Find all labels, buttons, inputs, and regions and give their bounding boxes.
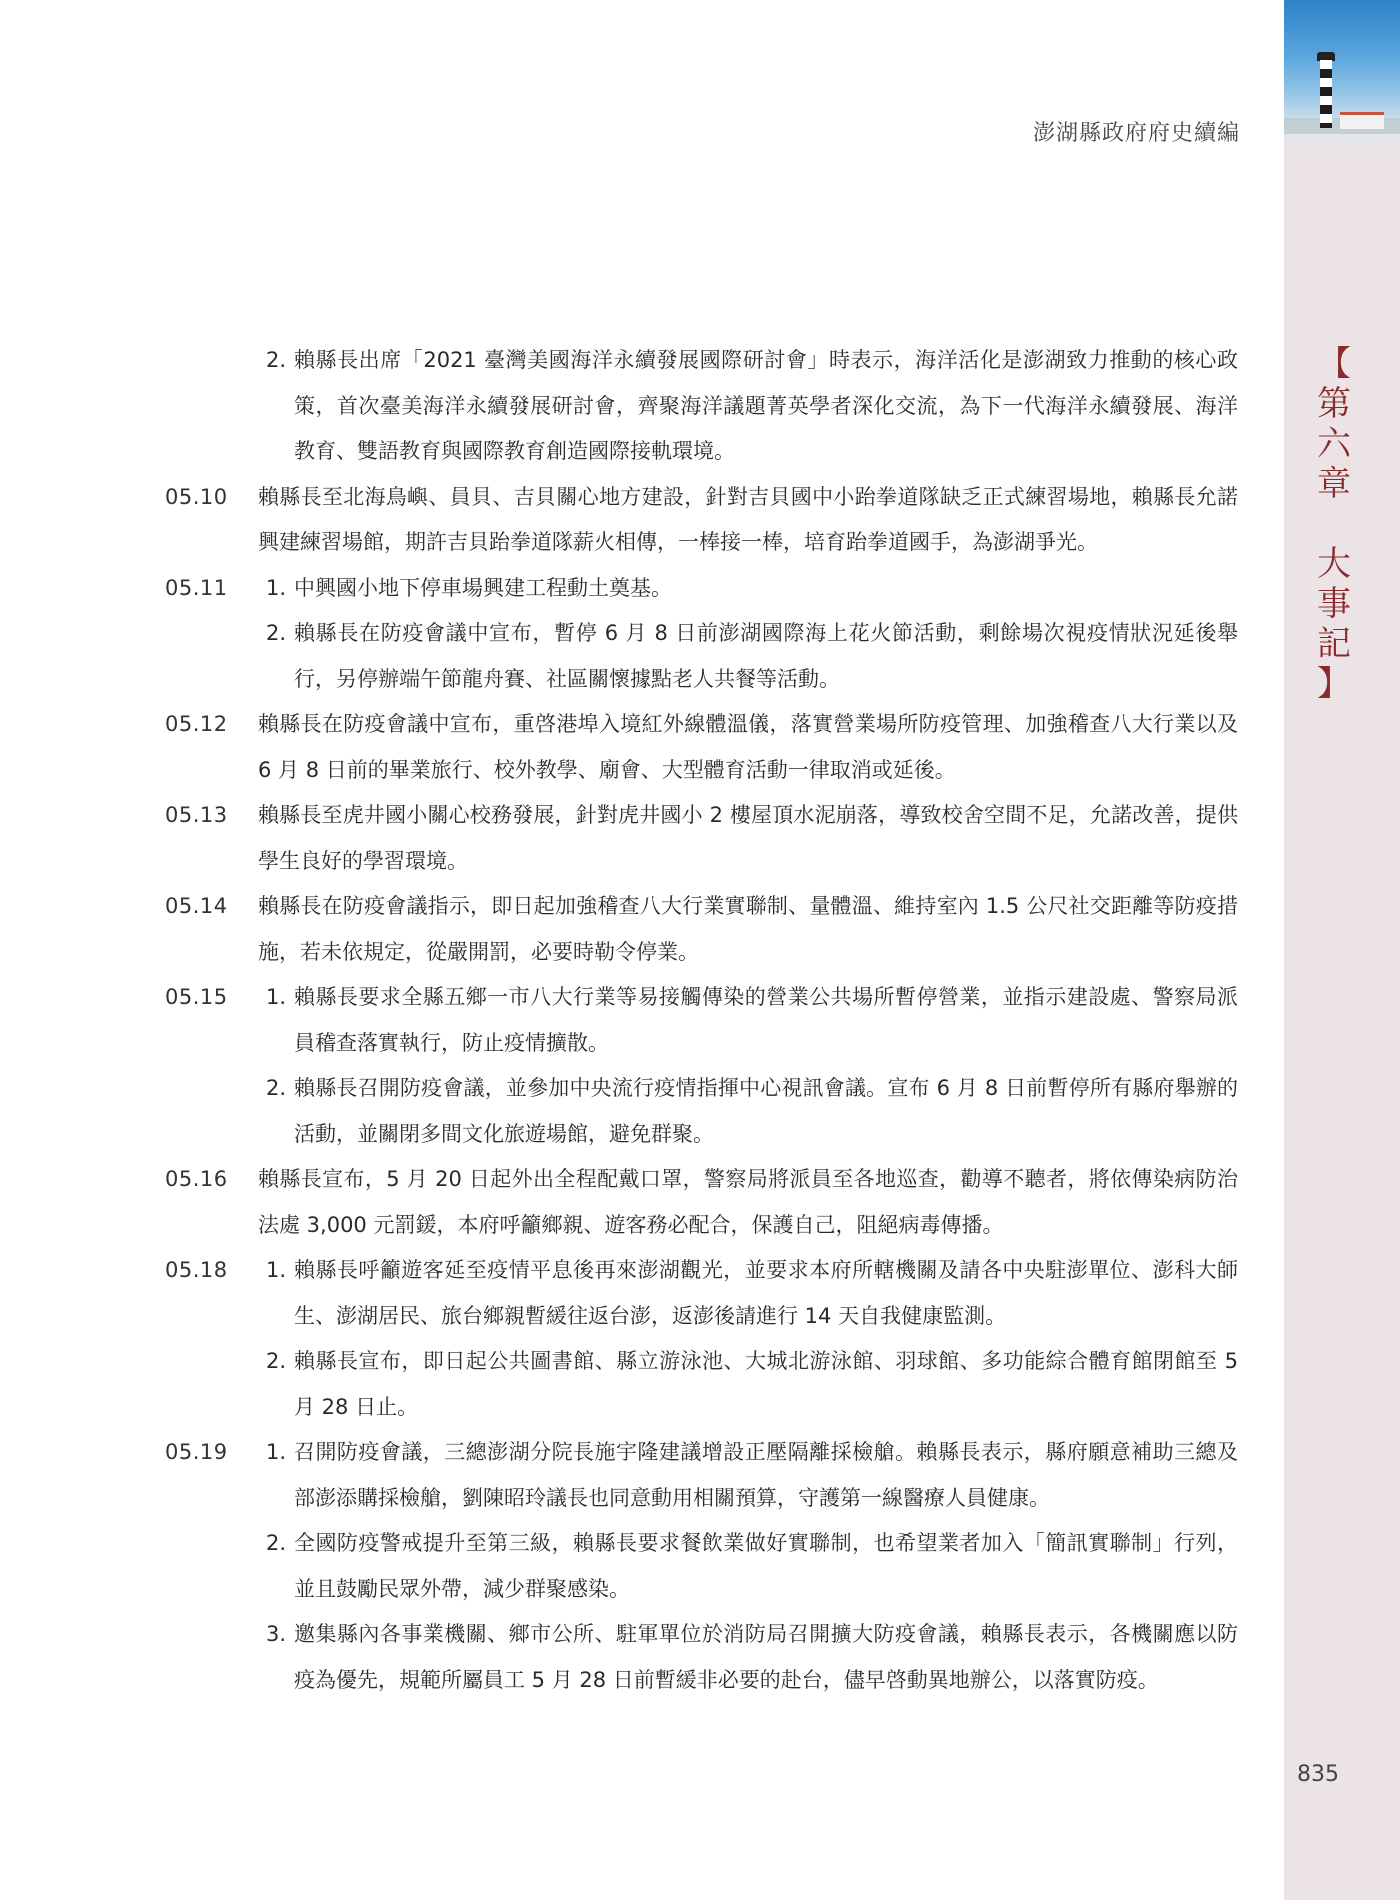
item-text: 賴縣長出席「2021 臺灣美國海洋永續發展國際研討會」時表示，海洋活化是澎湖致力推動的核心政策，首次臺美海洋永續發展研討會，齊聚海洋議題菁英學者深化交流，為下一代海洋永續發展、海洋教育、雙語教育與國際教育創造國際接軌環境。 <box>294 348 1238 463</box>
entry-item <box>258 975 1238 1066</box>
entry <box>0 1248 1284 1430</box>
entry-text: 賴縣長至虎井國小關心校務發展，針對虎井國小 2 樓屋頂水泥崩落，導致校舍空間不足，允諾改善，提供學生良好的學習環境。 <box>258 803 1238 873</box>
item-number: 3. <box>266 1622 287 1646</box>
entry-date: 05.15 <box>165 985 228 1009</box>
item-text: 全國防疫警戒提升至第三級，賴縣長要求餐飲業做好實聯制，也希望業者加入「簡訊實聯制」行列，並且鼓勵民眾外帶，減少群聚感染。 <box>294 1531 1238 1601</box>
item-text: 賴縣長要求全縣五鄉一市八大行業等易接觸傳染的營業公共場所暫停營業，並指示建設處、警察局派員稽查落實執行，防止疫情擴散。 <box>294 985 1238 1055</box>
entry <box>0 975 1284 1157</box>
entry <box>0 702 1284 793</box>
item-number: 1. <box>266 1258 287 1282</box>
entry-date: 05.14 <box>165 894 228 918</box>
item-text: 中興國小地下停車場興建工程動土奠基。 <box>294 575 672 600</box>
entry-item <box>258 566 1238 612</box>
entry-item <box>258 1612 1238 1703</box>
item-text: 賴縣長宣布，即日起公共圖書館、縣立游泳池、大城北游泳館、羽球館、多功能綜合體育館閉館至 5 月 28 日止。 <box>294 1349 1238 1419</box>
entry-item <box>258 1430 1238 1521</box>
item-number: 2. <box>266 348 287 372</box>
item-number: 2. <box>266 1531 287 1555</box>
item-text: 賴縣長呼籲遊客延至疫情平息後再來澎湖觀光，並要求本府所轄機關及請各中央駐澎單位、澎科大師生、澎湖居民、旅台鄉親暫緩往返台澎，返澎後請進行 14 天自我健康監測。 <box>294 1258 1238 1328</box>
item-number: 2. <box>266 621 287 645</box>
entry <box>0 338 1284 475</box>
entry <box>0 566 1284 703</box>
entry-date: 05.19 <box>165 1440 228 1464</box>
item-text: 賴縣長召開防疫會議，並參加中央流行疫情指揮中心視訊會議。宣布 6 月 8 日前暫停所有縣府舉辦的活動，並關閉多間文化旅遊場館，避免群聚。 <box>294 1076 1238 1146</box>
book-title: 澎湖縣政府府史續編 <box>1032 121 1240 146</box>
page-number: 835 <box>1297 1762 1339 1787</box>
entry <box>0 793 1284 884</box>
chapter-tab: 【 第 六 章 大 事 記 】 <box>1317 344 1351 704</box>
entry-item <box>258 1521 1238 1612</box>
item-number: 1. <box>266 575 287 600</box>
item-number: 1. <box>266 1440 287 1464</box>
entry-item <box>258 1066 1238 1157</box>
lighthouse-photo <box>1284 0 1400 160</box>
item-text: 賴縣長在防疫會議中宣布，暫停 6 月 8 日前澎湖國際海上花火節活動，剩餘場次視疫情狀況延後舉行，另停辦端午節龍舟賽、社區關懷據點老人共餐等活動。 <box>294 621 1238 691</box>
entry-text: 賴縣長至北海鳥嶼、員貝、吉貝關心地方建設，針對吉貝國中小跆拳道隊缺乏正式練習場地，賴縣長允諾興建練習場館，期許吉貝跆拳道隊薪火相傳，一棒接一棒，培育跆拳道國手，為澎湖爭光。 <box>258 484 1238 554</box>
entry-date: 05.10 <box>165 484 228 509</box>
item-number: 2. <box>266 1349 287 1373</box>
entry-item <box>258 1248 1238 1339</box>
entry <box>0 884 1284 975</box>
entry-item <box>258 611 1238 702</box>
item-number: 2. <box>266 1076 287 1100</box>
entry-text: 賴縣長在防疫會議指示，即日起加強稽查八大行業實聯制、量體溫、維持室內 1.5 公尺社交距離等防疫措施，若未依規定，從嚴開罰，必要時勒令停業。 <box>258 894 1238 964</box>
entry-date: 05.16 <box>165 1167 228 1191</box>
entry <box>0 1430 1284 1703</box>
entry-text: 賴縣長宣布，5 月 20 日起外出全程配戴口罩，警察局將派員至各地巡查，勸導不聽者，將依傳染病防治法處 3,000 元罰鍰，本府呼籲鄉親、遊客務必配合，保護自己，阻絕病毒傳播。 <box>258 1167 1238 1237</box>
entry-item <box>258 338 1238 475</box>
entry-item <box>258 1339 1238 1430</box>
side-band <box>1284 0 1400 1900</box>
item-text: 邀集縣內各事業機關、鄉市公所、駐軍單位於消防局召開擴大防疫會議，賴縣長表示，各機關應以防疫為優先，規範所屬員工 5 月 28 日前暫緩非必要的赴台，儘早啓動異地辦公，以落實防疫。 <box>294 1622 1238 1692</box>
entry <box>0 475 1284 566</box>
chronology-list <box>0 338 1284 1703</box>
entry-text: 賴縣長在防疫會議中宣布，重啓港埠入境紅外線體溫儀，落實營業場所防疫管理、加強稽查八大行業以及 6 月 8 日前的畢業旅行、校外教學、廟會、大型體育活動一律取消或延後。 <box>258 712 1238 782</box>
entry <box>0 1157 1284 1248</box>
entry-date: 05.18 <box>165 1258 228 1282</box>
entry-date: 05.12 <box>165 712 228 736</box>
entry-date: 05.13 <box>165 803 228 827</box>
item-text: 召開防疫會議，三總澎湖分院長施宇隆建議增設正壓隔離採檢艙。賴縣長表示，縣府願意補助三總及部澎添購採檢艙，劉陳昭玲議長也同意動用相關預算，守護第一線醫療人員健康。 <box>294 1440 1238 1510</box>
entry-date: 05.11 <box>165 575 228 600</box>
item-number: 1. <box>266 985 287 1009</box>
